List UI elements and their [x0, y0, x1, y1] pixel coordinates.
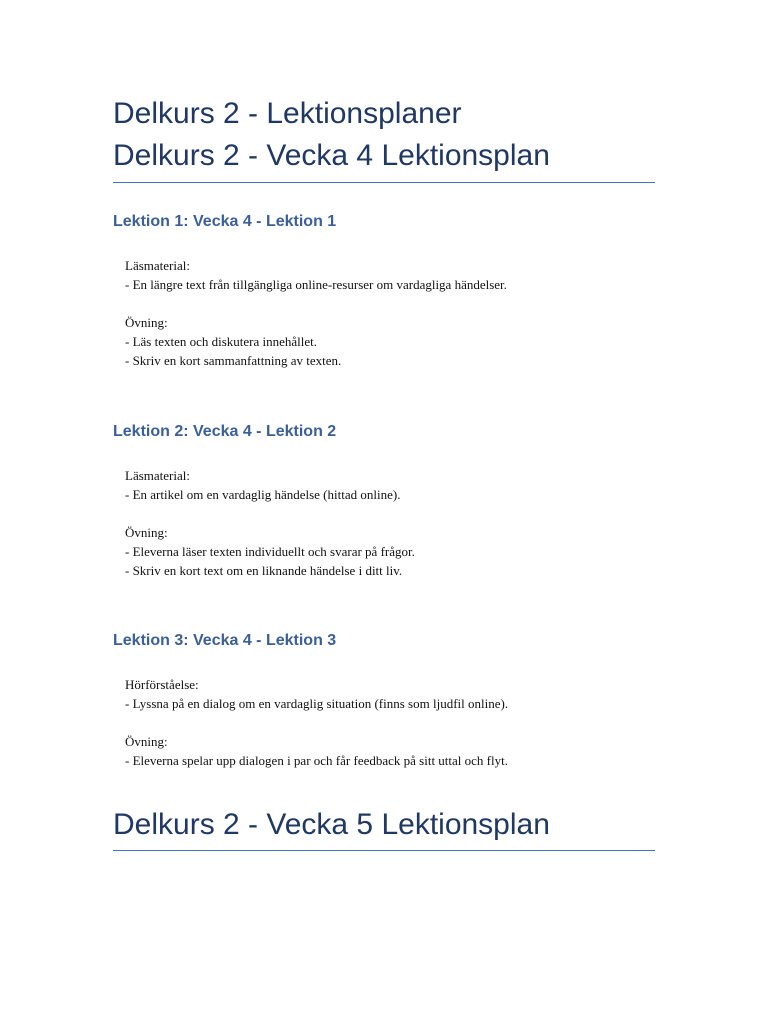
lesson-1-heading: Lektion 1: Vecka 4 - Lektion 1 — [113, 213, 337, 230]
title-divider — [113, 182, 655, 183]
lesson-3-exercise-item: - Eleverna spelar upp dialogen i par och får feedback på sitt uttal och flyt. — [125, 753, 508, 768]
lesson-2-body — [125, 466, 415, 580]
lesson-1-material-item: - En längre text från tillgängliga online-resurser om vardagliga händelser. — [125, 277, 507, 292]
lesson-3-heading: Lektion 3: Vecka 4 - Lektion 3 — [113, 632, 337, 649]
lesson-3-body — [125, 675, 508, 770]
lesson-2-exercise-item: - Skriv en kort text om en liknande händelse i ditt liv. — [125, 563, 403, 578]
week5-divider — [113, 850, 655, 851]
document-header — [113, 93, 655, 183]
lesson-1-body — [125, 256, 507, 370]
lesson-3-material-label: Hörförståelse: — [125, 677, 199, 692]
lesson-1-exercise-label: Övning: — [125, 315, 168, 330]
lesson-2-material-item: - En artikel om en vardaglig händelse (hittad online). — [125, 487, 401, 502]
week5-header — [113, 804, 655, 851]
lesson-3-exercise-label: Övning: — [125, 734, 168, 749]
lesson-3-material-item: - Lyssna på en dialog om en vardaglig situation (finns som ljudfil online). — [125, 696, 509, 711]
lesson-1-exercise-item: - Läs texten och diskutera innehållet. — [125, 334, 318, 349]
week5-title: Delkurs 2 - Vecka 5 Lektionsplan — [113, 808, 550, 841]
lesson-2-exercise-item: - Eleverna läser texten individuellt och svarar på frågor. — [125, 544, 415, 559]
lesson-1-exercise-item: - Skriv en kort sammanfattning av texten. — [125, 353, 342, 368]
document-title: Delkurs 2 - Lektionsplaner — [113, 97, 462, 130]
lesson-2-material-label: Läsmaterial: — [125, 468, 190, 483]
lesson-1-material-label: Läsmaterial: — [125, 258, 190, 273]
lesson-2-exercise-label: Övning: — [125, 525, 168, 540]
lesson-2-heading: Lektion 2: Vecka 4 - Lektion 2 — [113, 423, 337, 440]
week4-title: Delkurs 2 - Vecka 4 Lektionsplan — [113, 139, 550, 172]
